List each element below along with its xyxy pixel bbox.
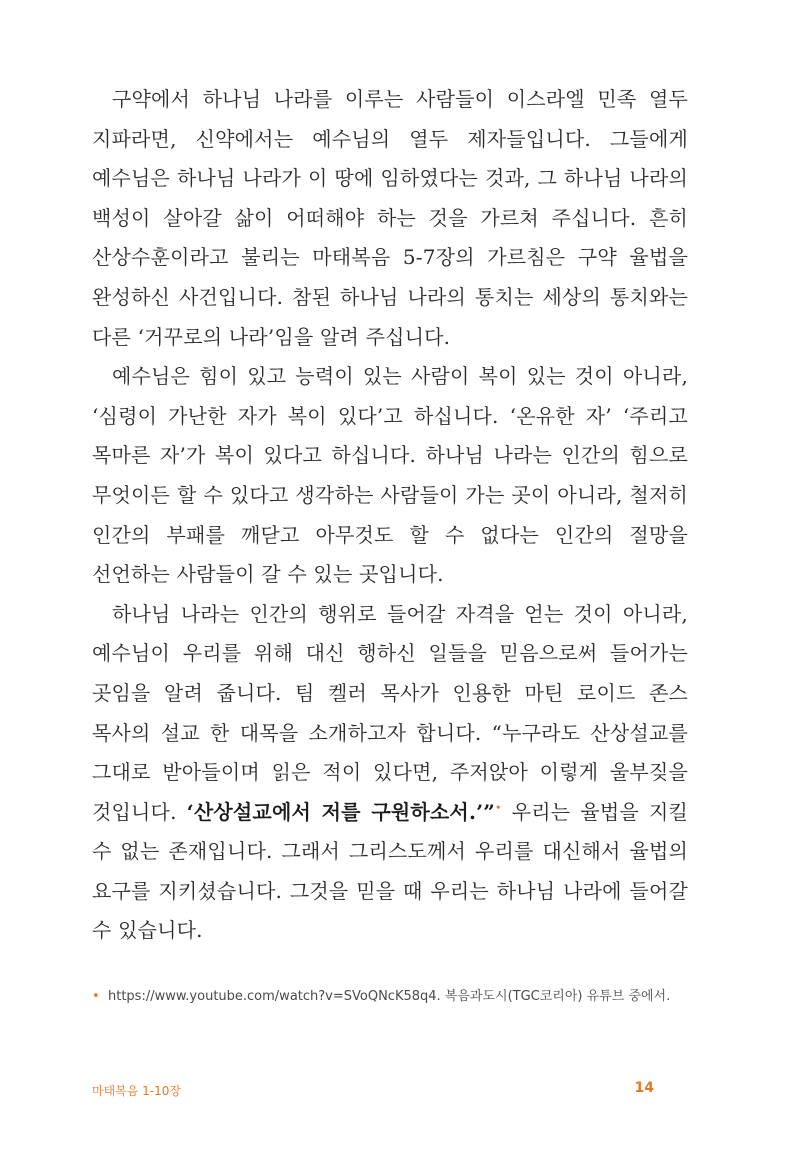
footnote-marker[interactable]: • — [494, 801, 502, 815]
page-number: 14 — [634, 1080, 654, 1096]
footnote — [92, 985, 698, 1008]
quote-emphasis: ‘산상설교에서 저를 구원하소서.’” — [186, 799, 495, 824]
paragraph-3-end: 우리는 율법을 지킬 수 없는 존재입니다. 그래서 그리스도께서 우리를 대신해서 율법의 요구를 지키셨습니다. 그것을 믿을 때 우리는 하나님 나라에 들어갈 수 있습니다. — [92, 799, 689, 943]
paragraph-2: 예수님은 힘이 있고 능력이 있는 사람이 복이 있는 것이 아니라, ‘심령이 가난한 자가 복이 있다’고 하십니다. ‘온유한 자’ ‘주리고 목마른 자’가 복이 있다고 하십니다. 하나님 나라는 인간의 힘으로 무엇이든 할 수 있다고 생각하는 사람들이 가는 곳이 아니라, 철저히 인간의 부패를 깨닫고 아무것도 할 수 없다는 인간의 절망을 선언하는 사람들이 갈 수 있는 곳입니다. — [92, 364, 688, 587]
footnote-text[interactable]: https://www.youtube.com/watch?v=SVoQNcK58q4. 복음과도시(TGC코리아) 유튜브 중에서. — [108, 989, 671, 1004]
page-footer — [92, 1082, 654, 1102]
main-text — [92, 80, 688, 951]
paragraph-3-start: 하나님 나라는 인간의 행위로 들어갈 자격을 얻는 것이 아니라, 예수님이 우리를 위해 대신 행하신 일들을 믿음으로써 들어가는 곳임을 알려 줍니다. 팀 켈러 목사가 인용한 마틴 로이드 존스 목사의 설교 한 대목을 소개하고자 합니다. “누구라도 산상설교를 그대로 받아들이며 읽은 적이 있다면, 주저앉아 이렇게 울부짖을 것입니다. — [92, 601, 688, 824]
book-title: 마태복음 1-10장 — [92, 1084, 182, 1098]
paragraph-3 — [92, 595, 688, 951]
paragraph-1: 구약에서 하나님 나라를 이루는 사람들이 이스라엘 민족 열두 지파라면, 신약에서는 예수님의 열두 제자들입니다. 그들에게 예수님은 하나님 나라가 이 땅에 임하였다는 것과, 그 하나님 나라의 백성이 살아갈 삶이 어떠해야 하는 것을 가르쳐 주십니다. 흔히 산상수훈이라고 불리는 마태복음 5-7장의 가르침은 구약 율법을 완성하신 사건입니다. 참된 하나님 나라의 통치는 세상의 통치와는 다른 ‘거꾸로의 나라’임을 알려 주십니다. — [92, 87, 688, 349]
footnote-bullet-icon: • — [92, 989, 100, 1004]
